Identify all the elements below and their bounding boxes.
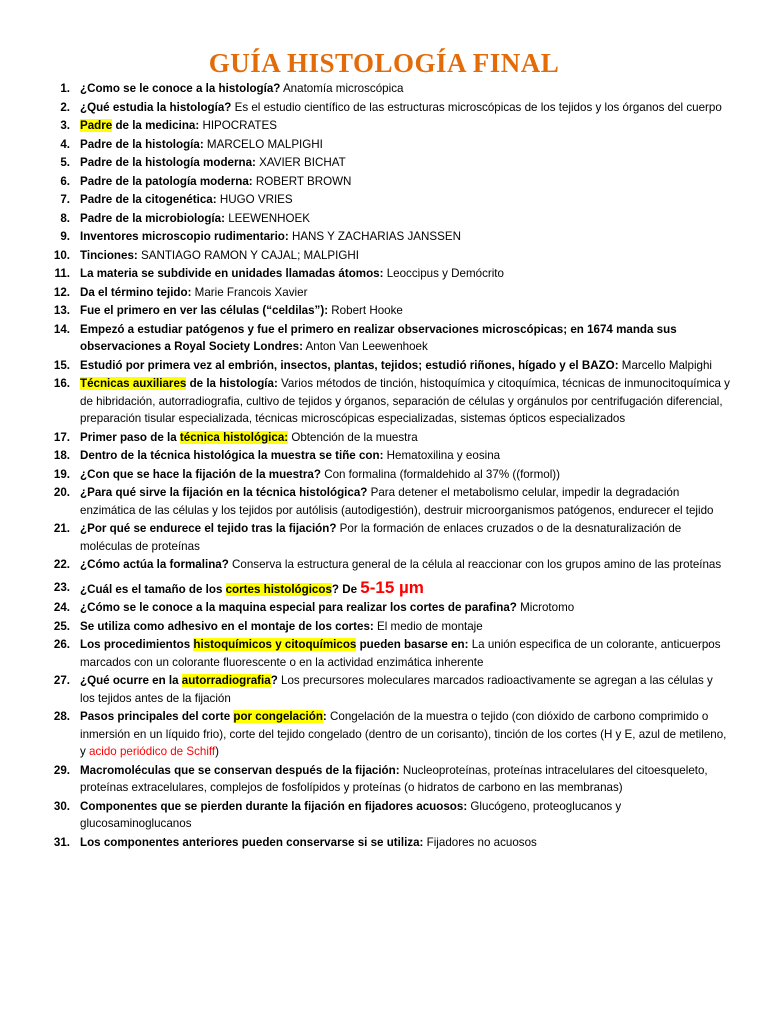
question-text: ¿Como se le conoce a la histología? [80,82,281,95]
item-number: 3. [60,119,70,132]
question-text: Estudió por primera vez al embrión, insectos, plantas, tejidos; estudió riñones, hígado y el BAZO: [80,358,619,372]
question-text: Fue el primero en ver las células (“celdilas”): [80,304,329,317]
question-text: Técnicas auxiliares [80,377,187,390]
item-number: 2. [60,100,70,114]
item-number: 1. [60,82,70,95]
question-text: técnica histológica: [179,430,289,444]
question-text: Inventores microscopio rudimentario: [80,230,289,243]
answer-text: Marcello Malpighi [618,358,712,372]
item-number: 22. [53,558,70,571]
list-item [40,599,730,617]
list-item [40,636,730,671]
answer-text: ROBERT BROWN [252,174,352,188]
question-text: La materia se subdivide en unidades llamadas átomos: [80,267,384,280]
question-text: Empezó a estudiar patógenos y fue el primero en realizar observaciones microscópicas; en 1674 manda sus observaciones a Royal Society Londres: [80,322,677,353]
item-number: 28. [53,710,70,723]
question-text: Padre [80,119,113,132]
question-text: Componentes que se pierden durante la fijación en fijadores acuosos: [80,799,468,813]
list-item [40,520,730,555]
list-item [40,618,730,636]
list-item [40,117,730,135]
list-item [40,173,730,191]
answer-text: SANTIAGO RAMON Y CAJAL; MALPIGHI [137,248,359,262]
question-text: : [322,710,327,723]
answer-text: HANS Y ZACHARIAS JANSSEN [288,230,461,243]
question-text: Macromoléculas que se conservan después de la fijación: [80,763,400,777]
question-text: ¿Por qué se endurece el tejido tras la fijación? [80,522,337,535]
item-number: 13. [53,304,70,317]
question-text: ¿Cómo actúa la formalina? [80,558,229,571]
question-text: Da el término tejido: [80,285,192,299]
answer-text: Congelación de la muestra o tejido (con dióxido de carbono comprimido o inmersión en un líquido frio), corte del tejido congelado (dentro de un corisanto), tinción de los cortes (H y E, azul de metileno, y [80,710,727,758]
item-number: 26. [53,638,70,651]
item-number: 27. [53,674,70,687]
answer-text: Marie Francois Xavier [191,285,308,299]
item-number: 24. [53,601,70,614]
item-number: 25. [53,619,70,633]
question-text: autorradiografia [181,674,271,687]
item-number: 30. [53,799,70,813]
question-text: Primer paso de la [80,430,180,444]
list-item [40,484,730,519]
list-item [40,99,730,117]
list-item [40,265,730,283]
item-number: 4. [60,137,70,151]
item-number: 23. [53,580,70,594]
question-text: Pasos principales del corte [80,710,234,723]
item-number: 15. [53,358,70,372]
item-number: 7. [60,193,70,206]
item-number: 18. [53,449,70,462]
answer-text: HIPOCRATES [199,119,277,132]
question-text: ¿Qué ocurre en la [80,674,182,687]
list-item [40,447,730,465]
question-text: ¿Con que se hace la fijación de la muestra? [80,467,321,481]
list-item [40,834,730,852]
answer-text: XAVIER BICHAT [255,156,346,169]
answer-text: Varios métodos de tinción, histoquímica y citoquímica, técnicas de inmunocitoquímica y de hibridación, autorradiografia, cultivo de tejidos y órganos, separación de células y orgánulos por centrifugación diferencial, preparación tisular especializada, técnicas microscópicas especializadas, sistemas ópticos especializados [80,377,730,425]
question-text: por congelación [233,710,323,723]
item-number: 9. [60,230,70,243]
list-item [40,302,730,320]
item-number: 20. [53,486,70,499]
answer-text: Es el estudio científico de las estructuras microscópicas de los tejidos y los órganos del cuerpo [231,100,722,114]
list-item [40,762,730,797]
answer-text: LEEWENHOEK [224,211,311,225]
list-item [40,357,730,375]
list-item [40,429,730,447]
question-text: de la medicina: [112,119,200,132]
answer-text: MARCELO MALPIGHI [203,137,323,151]
question-text: de la histología: [186,377,278,390]
list-item [40,228,730,246]
answer-text: Nucleoproteínas, proteínas intracelulares del citoesqueleto, proteínas extracelulares, complejos de fosfolípidos y proteínas (o hidratos de carbono en las membranas) [80,763,708,794]
item-number: 31. [53,835,70,849]
answer-text: Por la formación de enlaces cruzados o de la desnaturalización de moléculas de proteínas [80,522,682,553]
list-item [40,247,730,265]
question-text: Padre de la citogenética: [80,193,217,206]
list-item [40,136,730,154]
item-number: 11. [54,267,70,280]
answer-text: Anatomía microscópica [280,82,404,95]
item-number: 10. [53,248,70,262]
list-item [40,210,730,228]
question-text: Padre de la microbiología: [80,211,225,225]
answer-text: Obtención de la muestra [288,430,418,444]
list-item [40,284,730,302]
item-number: 29. [53,763,70,777]
answer-text: Leoccipus y Demócrito [383,267,504,280]
answer-text: ) [215,745,220,758]
question-list [40,80,730,852]
answer-text: El medio de montaje [373,619,483,633]
answer-text: Anton Van Leewenhoek [302,340,428,353]
question-text: ¿Para qué sirve la fijación en la técnica histológica? [80,486,368,499]
list-item [40,579,730,599]
document-title: GUÍA HISTOLOGÍA FINAL [208,48,560,78]
question-text: pueden basarse en: [356,638,469,651]
question-text: ¿Qué estudia la histología? [80,100,232,114]
item-number: 16. [53,377,70,390]
question-text: Padre de la histología: [80,137,204,151]
question-text: Los procedimientos [80,638,194,651]
question-text: Padre de la patología moderna: [80,174,253,188]
item-number: 19. [53,467,70,481]
question-text: ? De [331,582,361,596]
question-text: Padre de la histología moderna: [80,156,256,169]
list-item [40,672,730,707]
list-item [40,556,730,574]
question-text: Dentro de la técnica histológica la muestra se tiñe con: [80,449,384,462]
answer-text: Fijadores no acuosos [423,835,537,849]
answer-text: HUGO VRIES [216,193,293,206]
item-number: 12. [53,285,70,299]
answer-text: acido periódico de Schiff [89,745,216,758]
answer-text: 5-15 µm [360,577,424,597]
question-text: Tinciones: [80,248,138,262]
item-number: 5. [60,156,70,169]
item-number: 21. [53,522,70,535]
question-text: histoquímicos y citoquímicos [193,638,357,651]
item-number: 17. [53,430,70,444]
question-text: cortes histológicos [225,582,332,596]
list-item [40,375,730,428]
answer-text: La unión especifica de un colorante, anticuerpos marcados con un colorante fluorescente o en la actividad enzimática inherente [80,638,721,669]
list-item [40,321,730,356]
list-item [40,708,730,761]
question-text: ? [270,674,278,687]
list-item [40,466,730,484]
answer-text: Conserva la estructura general de la célula al reaccionar con los grupos amino de las proteínas [228,558,722,571]
question-text: ¿Cómo se le conoce a la maquina especial para realizar los cortes de parafina? [80,601,517,614]
answer-text: Para detener el metabolismo celular, impedir la degradación enzimática de las células y los tejidos por autólisis (autodigestión), destruir microorganismos patógenos, endurecer el tejido [80,486,714,517]
answer-text: Con formalina (formaldehido al 37% ((formol)) [320,467,561,481]
item-number: 14. [53,322,70,336]
item-number: 6. [60,174,70,188]
question-text: Los componentes anteriores pueden conservarse si se utiliza: [80,835,424,849]
question-text: ¿Cuál es el tamaño de los [80,582,226,596]
list-item [40,798,730,833]
list-item [40,191,730,209]
list-item [40,154,730,172]
item-number: 8. [60,211,70,225]
answer-text: Hematoxilina y eosina [383,449,501,462]
answer-text: Microtomo [516,601,575,614]
answer-text: Robert Hooke [328,304,403,317]
question-text: Se utiliza como adhesivo en el montaje de los cortes: [80,619,374,633]
answer-text: Glucógeno, proteoglucanos y glucosaminoglucanos [80,799,622,830]
list-item [40,80,730,98]
answer-text: Los precursores moleculares marcados radioactivamente se agregan a las células y los tejidos antes de la fijación [80,674,713,705]
